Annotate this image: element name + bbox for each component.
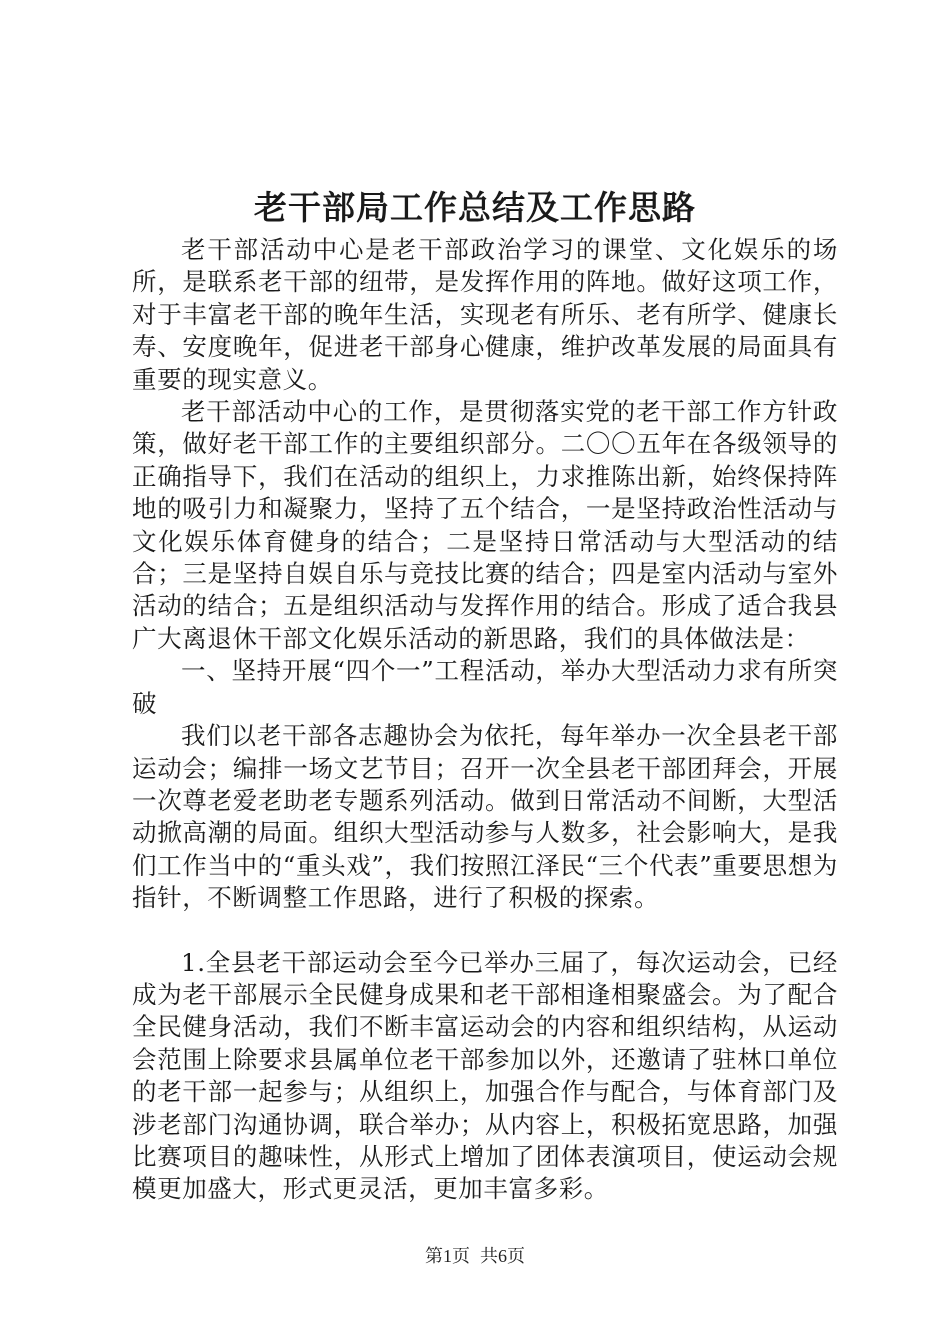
paragraph-four-ones: 我们以老干部各志趣协会为依托，每年举办一次全县老干部运动会；编排一场文艺节目；召开一次全县老干部团拜会，开展一次尊老爱老助老专题系列活动。做到日常活动不间断，大型活动掀高潮的局面。组织大型活动参与人数多，社会影响大，是我们工作当中的“重头戏”，我们按照江泽民“三个代表”重要思想为指针，不断调整工作思路，进行了积极的探索。 — [132, 721, 838, 913]
paragraph-sports-meet: 1.全县老干部运动会至今已举办三届了，每次运动会，已经成为老干部展示全民健身成果和老干部相逢相聚盛会。为了配合全民健身活动，我们不断丰富运动会的内容和组织结构，从运动会范围上除要求县属单位老干部参加以外，还邀请了驻林口单位的老干部一起参与；从组织上，加强合作与配合，与体育部门及涉老部门沟通协调，联合举办；从内容上，积极拓宽思路，加强比赛项目的趣味性，从形式上增加了团体表演项目，使运动会规模更加盛大，形式更灵活，更加丰富多彩。 — [132, 947, 838, 1204]
page-number: 第1页 — [425, 1246, 470, 1266]
page-footer — [0, 1244, 950, 1268]
document-body — [132, 234, 838, 1206]
document-title: 老干部局工作总结及工作思路 — [254, 188, 696, 227]
paragraph-work-overview: 老干部活动中心的工作，是贯彻落实党的老干部工作方针政策，做好老干部工作的主要组织部分。二〇〇五年在各级领导的正确指导下，我们在活动的组织上，力求推陈出新，始终保持阵地的吸引力和凝聚力，坚持了五个结合，一是坚持政治性活动与文化娱乐体育健身的结合；二是坚持日常活动与大型活动的结合；三是坚持自娱自乐与竞技比赛的结合；四是室内活动与室外活动的结合；五是组织活动与发挥作用的结合。形成了适合我县广大离退休干部文化娱乐活动的新思路，我们的具体做法是： — [132, 397, 838, 653]
paragraph-intro: 老干部活动中心是老干部政治学习的课堂、文化娱乐的场所，是联系老干部的纽带，是发挥作用的阵地。做好这项工作，对于丰富老干部的晚年生活，实现老有所乐、老有所学、健康长寿、安度晚年，促进老干部身心健康，维护改革发展的局面具有重要的现实意义。 — [132, 235, 838, 394]
page-total: 共6页 — [480, 1246, 525, 1266]
section-heading-1: 一、坚持开展“四个一”工程活动，举办大型活动力求有所突破 — [132, 656, 838, 718]
